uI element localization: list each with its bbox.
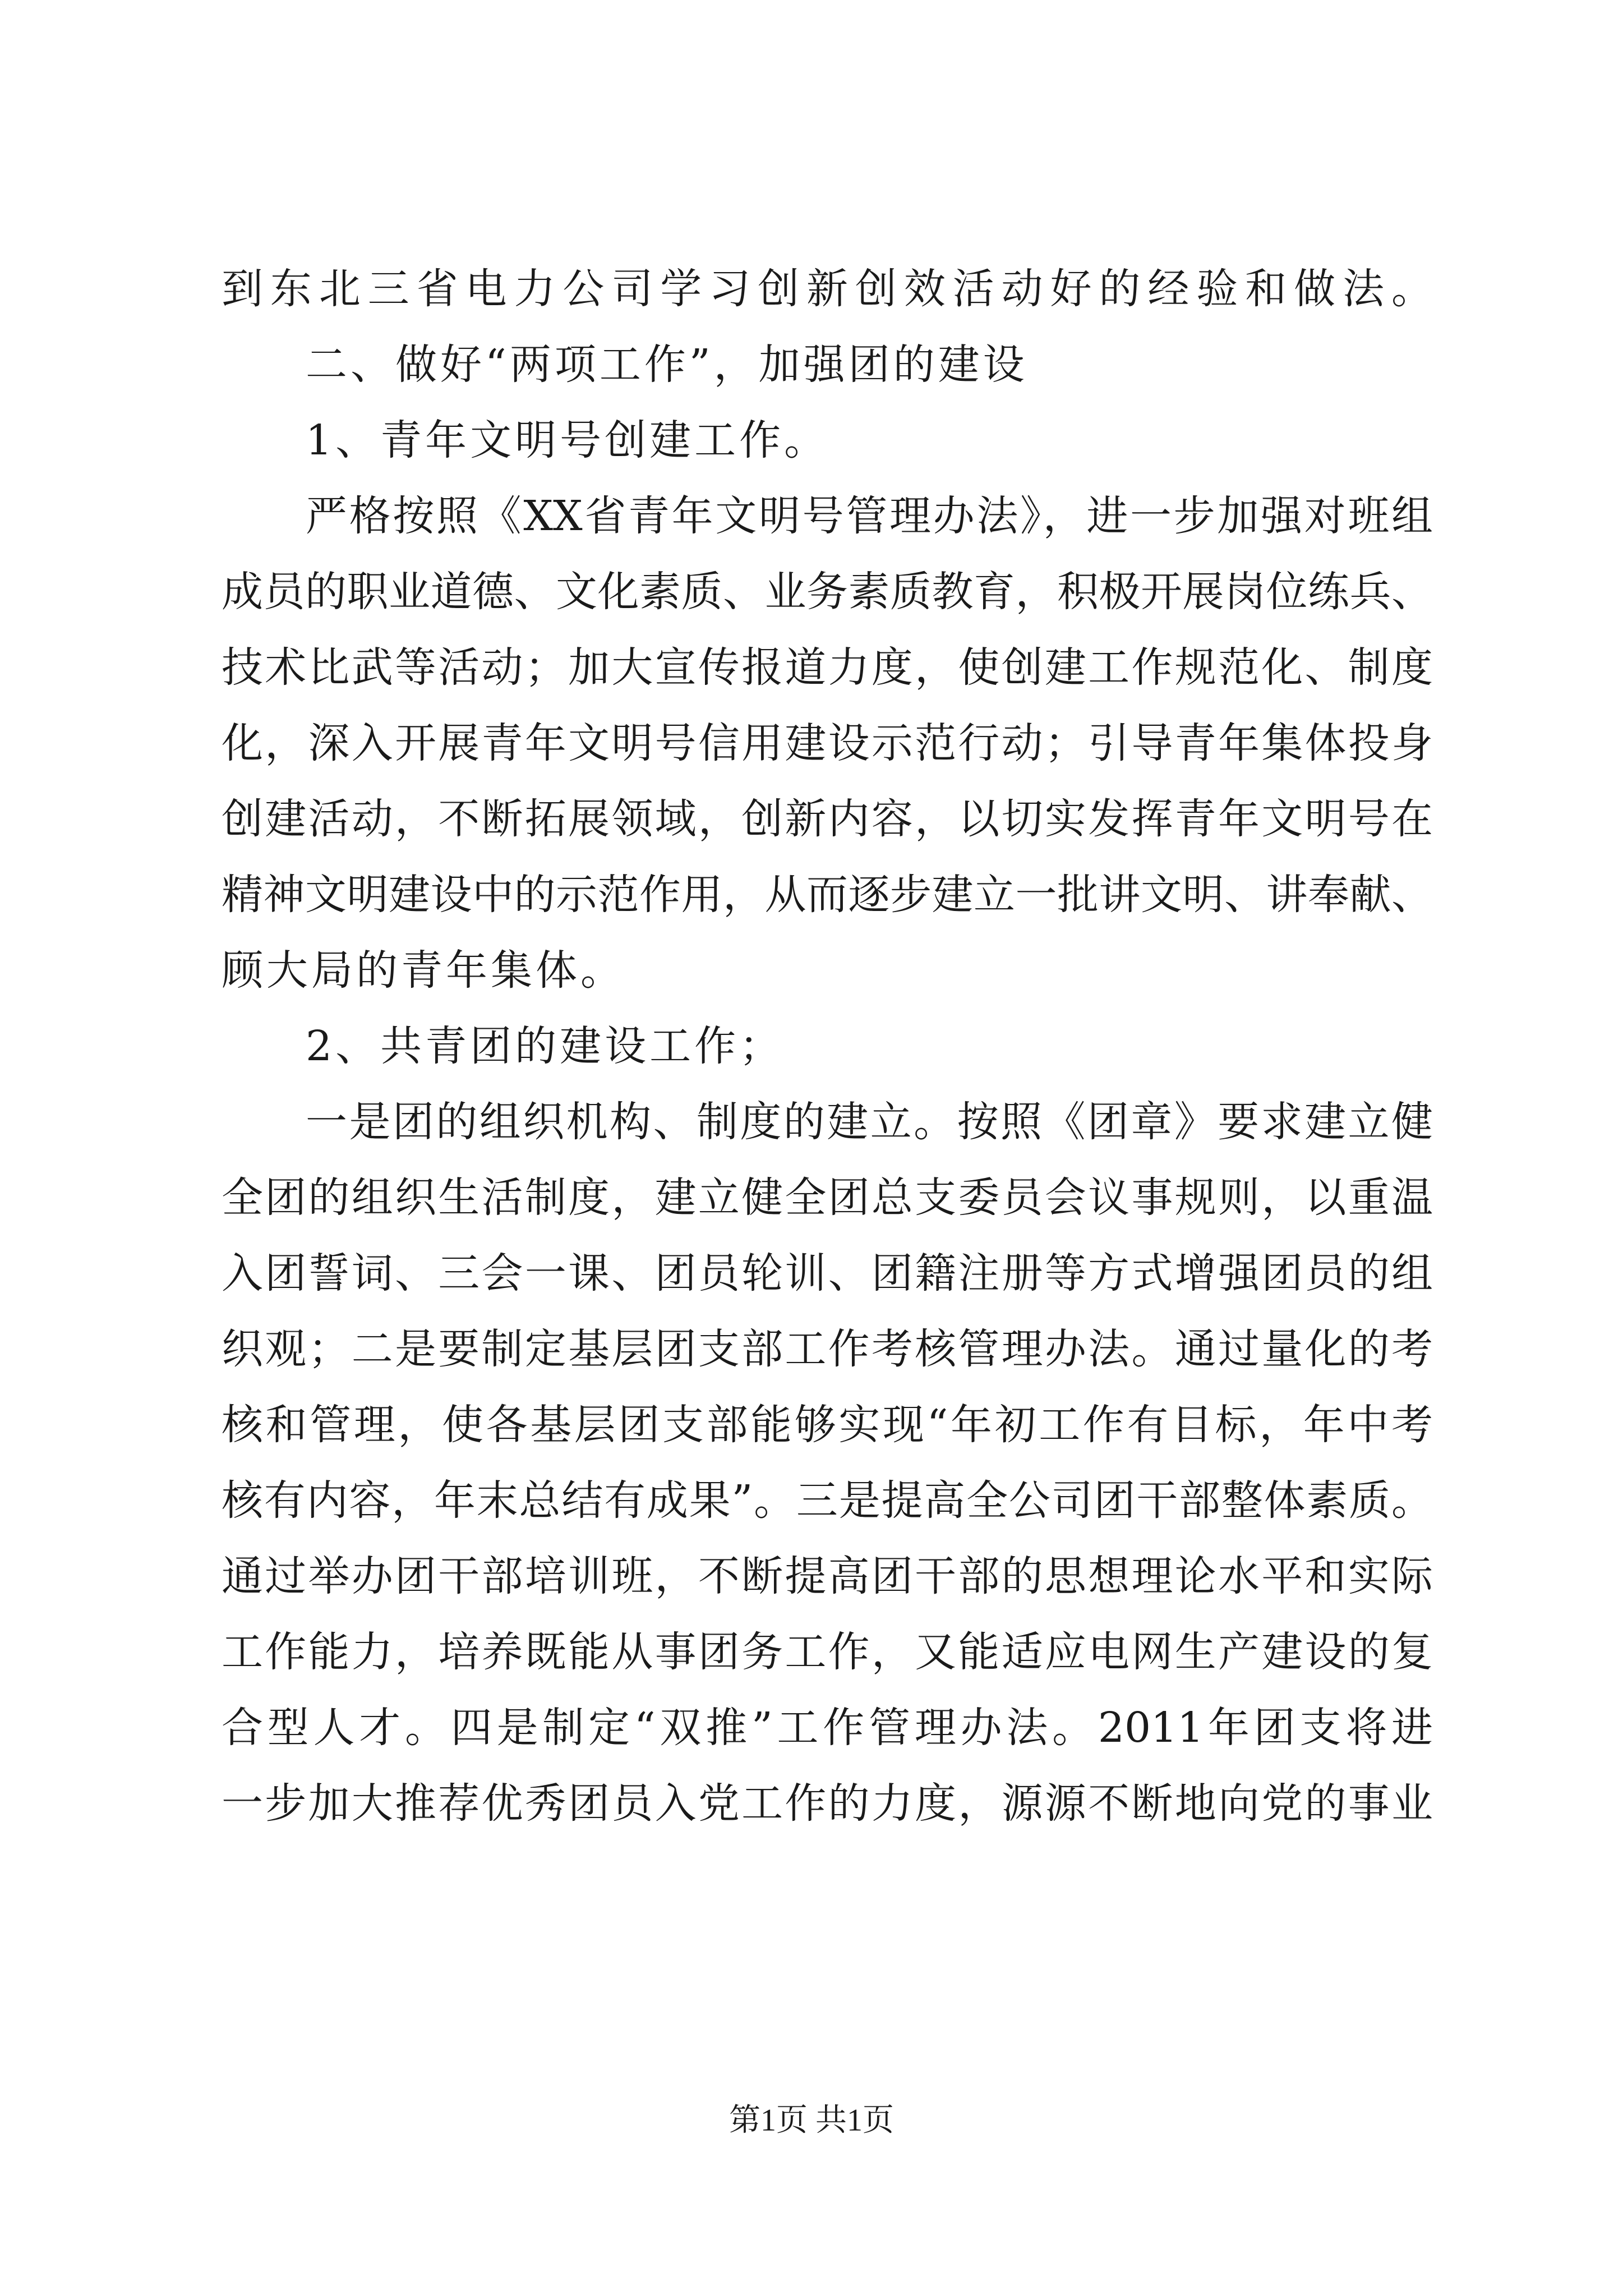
- text-line: 精神文明建设中的示范作用，从而逐步建立一批讲文明、讲奉献、: [222, 871, 1433, 919]
- text-line: 入团誓词、三会一课、团员轮训、团籍注册等方式增强团员的组: [222, 1249, 1433, 1297]
- subsection-heading: 2、共青团的建设工作；: [306, 1022, 785, 1070]
- text-line: 工作能力，培养既能从事团务工作，又能适应电网生产建设的复: [222, 1628, 1433, 1676]
- text-line: 核和管理，使各基层团支部能够实现“年初工作有目标，年中考: [222, 1401, 1433, 1449]
- text-line: 创建活动，不断拓展领域，创新内容，以切实发挥青年文明号在: [222, 795, 1433, 843]
- section-heading: 二、做好“两项工作”，加强团的建设: [306, 341, 1028, 389]
- text-line: 核有内容，年末总结有成果”。三是提高全公司团干部整体素质。: [222, 1476, 1433, 1525]
- text-line: 成员的职业道德、文化素质、业务素质教育，积极开展岗位练兵、: [222, 568, 1433, 616]
- page-number-footer: 第1页 共1页: [729, 2103, 894, 2138]
- subsection-heading: 1、青年文明号创建工作。: [306, 416, 829, 464]
- text-line: 全团的组织生活制度，建立健全团总支委员会议事规则，以重温: [222, 1174, 1433, 1222]
- text-line: 技术比武等活动；加大宣传报道力度，使创建工作规范化、制度: [222, 643, 1433, 692]
- text-line: 织观；二是要制定基层团支部工作考核管理办法。通过量化的考: [222, 1325, 1433, 1373]
- paragraph-first-line: 一是团的组织机构、制度的建立。按照《团章》要求建立健: [306, 1098, 1433, 1146]
- text-line: 化，深入开展青年文明号信用建设示范行动；引导青年集体投身: [222, 719, 1433, 767]
- text-line: 通过举办团干部培训班，不断提高团干部的思想理论水平和实际: [222, 1552, 1433, 1600]
- paragraph-first-line: 严格按照《XX省青年文明号管理办法》，进一步加强对班组: [306, 492, 1433, 540]
- text-line: 到东北三省电力公司学习创新创效活动好的经验和做法。: [222, 265, 1433, 313]
- text-line: 顾大局的青年集体。: [222, 946, 625, 995]
- text-line: 一步加大推荐优秀团员入党工作的力度，源源不断地向党的事业: [222, 1779, 1433, 1828]
- text-line: 合型人才。四是制定“双推”工作管理办法。2011年团支将进: [222, 1704, 1433, 1752]
